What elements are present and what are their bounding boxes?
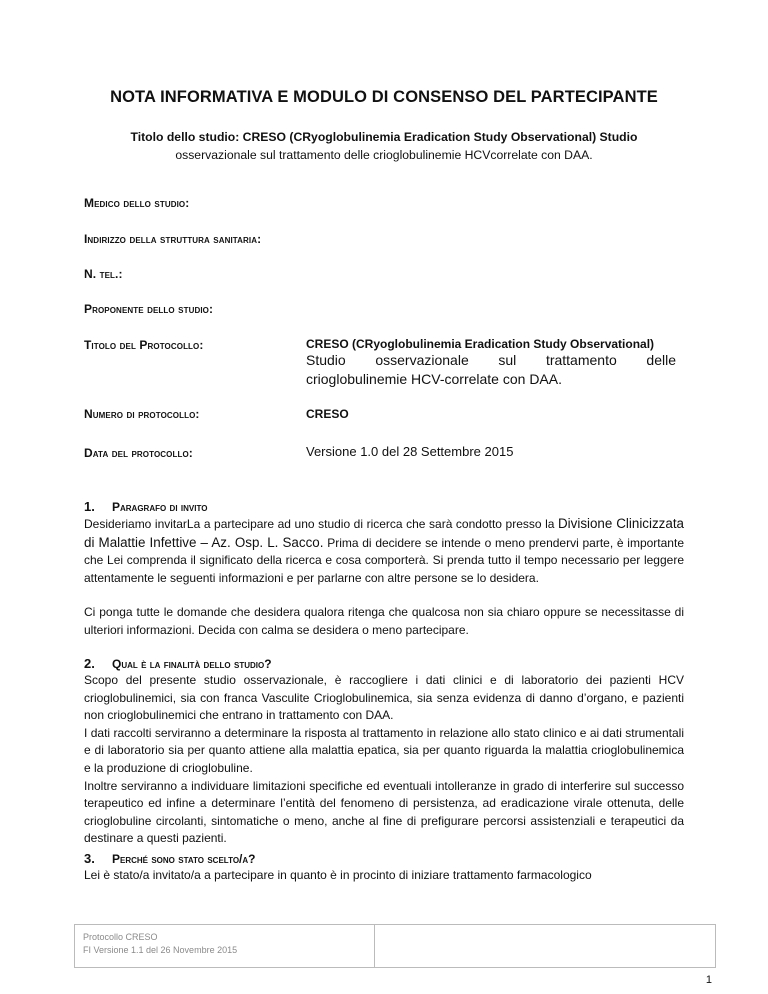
numero-protocollo-value: CRESO	[306, 407, 349, 421]
medico-label: Medico dello studio:	[84, 196, 190, 210]
titolo-protocollo-line-2: Studio osservazionale sul trattamento delle crioglobulinemie HCV-correlate con DAA.	[306, 352, 676, 387]
footer-box	[74, 924, 716, 968]
footer-line-2: FI Versione 1.1 del 26 Novembre 2015	[83, 945, 238, 955]
section-3-number: 3.	[84, 851, 95, 866]
section-1-heading	[84, 499, 207, 514]
tel-label: N. tel.:	[84, 267, 123, 281]
section-3-title: Perché sono stato scelto/a?	[112, 852, 256, 866]
data-protocollo-label: Data del protocollo:	[84, 446, 193, 460]
document-title: NOTA INFORMATIVA E MODULO DI CONSENSO DEL PARTECIPANTE	[110, 88, 658, 106]
data-protocollo-value: Versione 1.0 del 28 Settembre 2015	[306, 444, 514, 459]
indirizzo-label: Indirizzo della struttura sanitaria:	[84, 232, 262, 246]
section-3-paragraph: Lei è stato/a invitato/a a partecipare in quanto è in procinto di iniziare trattamento farmacologico	[84, 868, 592, 882]
footer-line-1: Protocollo CRESO	[83, 932, 158, 942]
titolo-protocollo-value	[306, 337, 676, 389]
section-1-p1-c: Prima di decidere se intende o meno prendervi parte, è importante che Lei comprenda il significato della ricerca e cosa comporterà. Si prenda tutto il tempo necessario per leggere attentamente le seguenti informazioni e per parlarne con altre persone se lo desidera.	[84, 535, 684, 585]
section-1-paragraph-2: Ci ponga tutte le domande che desidera qualora ritenga che qualcosa non sia chiaro oppure se necessitasse di ulteriori informazioni. Decida con calma se desidera o meno partecipare.	[84, 605, 684, 637]
section-2-heading	[84, 656, 272, 671]
section-2-title: Qual è la finalità dello studio?	[112, 657, 272, 671]
footer-protocol-info	[75, 925, 375, 967]
section-2-p1: Scopo del presente studio osservazionale, è raccogliere i dati clinici e di laboratorio dei pazienti HCV crioglobulinemici, sia con franca Vasculite Crioglobulinemica, sia senza evidenza di danno d’organo, e pazienti non crioglobulinemici che entrano in trattamento con DAA.	[84, 673, 684, 723]
section-3-heading	[84, 851, 256, 866]
section-1-paragraph-1	[84, 515, 684, 587]
numero-protocollo-label: Numero di protocollo:	[84, 407, 200, 421]
section-1-title: Paragrafo di invito	[112, 500, 208, 514]
section-1-number: 1.	[84, 499, 95, 514]
section-2-number: 2.	[84, 656, 95, 671]
section-1-p1-a: Desideriamo invitarLa a partecipare ad uno studio di ricerca che sarà condotto presso la	[84, 517, 555, 531]
titolo-protocollo-label: Titolo del Protocollo:	[84, 338, 204, 352]
section-2-p3: Inoltre serviranno a individuare limitazioni specifiche ed eventuali intolleranze in grado di interferire sul successo terapeutico ed infine a determinare l’entità del fenomeno di persistenza, ad eradicazione virale ottenuta, delle crioglobuline circolanti, sintomatiche o meno, anche al fine di prefigurare percorsi assistenziali e terapeutici da destinare a questi pazienti.	[84, 778, 684, 846]
section-2-paragraph	[84, 672, 684, 848]
footer-right-cell	[375, 925, 715, 967]
page-number: 1	[705, 974, 712, 986]
titolo-protocollo-line-1: CRESO (CRyoglobulinemia Eradication Study Observational)	[306, 337, 655, 351]
section-1-p1-b: Divisione Clinicizzata di Malattie Infettive – Az. Osp. L. Sacco.	[84, 516, 684, 550]
proponente-label: Proponente dello studio:	[84, 302, 214, 316]
subtitle-line-1: Titolo dello studio: CRESO (CRyoglobulinemia Eradication Study Observational) Studio	[130, 130, 638, 144]
study-subtitle	[110, 128, 658, 164]
section-2-p2: I dati raccolti serviranno a determinare la risposta al trattamento in relazione allo stato clinico e ai dati strumentali e di laboratorio sia per quanto attiene alla malattia epatica, sia per quanto riguarda la malattia crioglobulinemica e la produzione di crioglobuline.	[84, 725, 684, 775]
subtitle-line-2: osservazionale sul trattamento delle crioglobulinemie HCVcorrelate con DAA.	[175, 148, 593, 162]
